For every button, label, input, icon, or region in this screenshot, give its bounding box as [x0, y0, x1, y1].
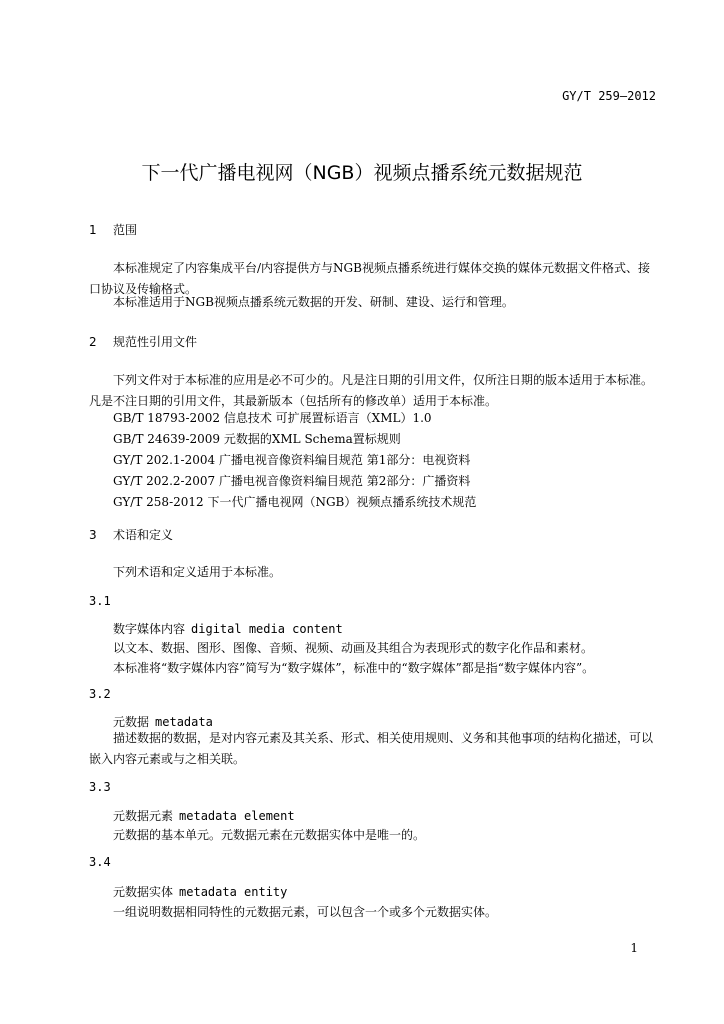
reference-item: GY/T 202.1-2004 广播电视音像资料编目规范 第1部分：电视资料 — [113, 453, 471, 467]
section-number: 2 — [89, 335, 97, 349]
term-number: 3.4 — [89, 855, 111, 869]
scope-text-1: 本标准规定了内容集成平台/内容提供方与NGB视频点播系统进行媒体交换的媒体元数据文件格式、接口协议及传输格式。 — [89, 261, 650, 296]
term-heading — [113, 883, 287, 900]
term-zh: 元数据实体 — [113, 885, 174, 899]
term-definition-paragraph — [89, 728, 657, 770]
term-definition: 描述数据的数据，是对内容元素及其关系、形式、相关使用规则、义务和其他事项的结构化描述，可以嵌入内容元素或与之相关联。 — [89, 731, 654, 766]
section-heading-1 — [89, 221, 137, 238]
term-en: metadata — [155, 715, 213, 729]
term-definition: 元数据的基本单元。元数据元素在元数据实体中是唯一的。 — [113, 828, 426, 842]
page-number: 1 — [630, 941, 638, 955]
section-title: 范围 — [113, 223, 138, 237]
normative-intro — [89, 370, 657, 412]
normative-intro-text: 下列文件对于本标准的应用是必不可少的。凡是注日期的引用文件，仅所注日期的版本适用于本标准。凡是不注日期的引用文件，其最新版本（包括所有的修改单）适用于本标准。 — [89, 373, 654, 408]
reference-item: GY/T 258-2012 下一代广播电视网（NGB）视频点播系统技术规范 — [113, 495, 477, 509]
term-zh: 数字媒体内容 — [113, 622, 186, 636]
term-number: 3.1 — [89, 594, 111, 608]
term-heading — [113, 620, 343, 637]
reference-item: GB/T 18793-2002 信息技术 可扩展置标语言（XML）1.0 — [113, 411, 432, 425]
term-number: 3.3 — [89, 780, 111, 794]
term-definition: 以文本、数据、图形、图像、音频、视频、动画及其组合为表现形式的数字化作品和素材。 — [113, 641, 594, 655]
section-title: 规范性引用文件 — [113, 335, 198, 349]
section-title: 术语和定义 — [113, 528, 174, 542]
term-en: metadata element — [179, 809, 295, 823]
term-zh: 元数据元素 — [113, 809, 174, 823]
standard-code: GY/T 259—2012 — [562, 89, 656, 103]
term-en: metadata entity — [179, 885, 288, 899]
term-en: digital media content — [191, 622, 343, 636]
term-number: 3.2 — [89, 687, 111, 701]
term-zh: 元数据 — [113, 715, 150, 729]
term-definition: 一组说明数据相同特性的元数据元素，可以包含一个或多个元数据实体。 — [113, 905, 498, 919]
section-heading-2 — [89, 333, 197, 350]
section-number: 3 — [89, 528, 97, 542]
scope-paragraph-2 — [89, 292, 657, 313]
terms-intro: 下列术语和定义适用于本标准。 — [113, 565, 282, 579]
section-number: 1 — [89, 223, 97, 237]
reference-item: GB/T 24639-2009 元数据的XML Schema置标规则 — [113, 432, 401, 446]
term-note: 本标准将“数字媒体内容”简写为“数字媒体”，标准中的“数字媒体”都是指“数字媒体内容”。 — [113, 661, 595, 675]
section-heading-3 — [89, 526, 173, 543]
scope-text-2: 本标准适用于NGB视频点播系统元数据的开发、研制、建设、运行和管理。 — [113, 295, 514, 309]
reference-item: GY/T 202.2-2007 广播电视音像资料编目规范 第2部分：广播资料 — [113, 474, 471, 488]
document-title: 下一代广播电视网（NGB）视频点播系统元数据规范 — [141, 162, 583, 184]
term-heading — [113, 807, 295, 824]
